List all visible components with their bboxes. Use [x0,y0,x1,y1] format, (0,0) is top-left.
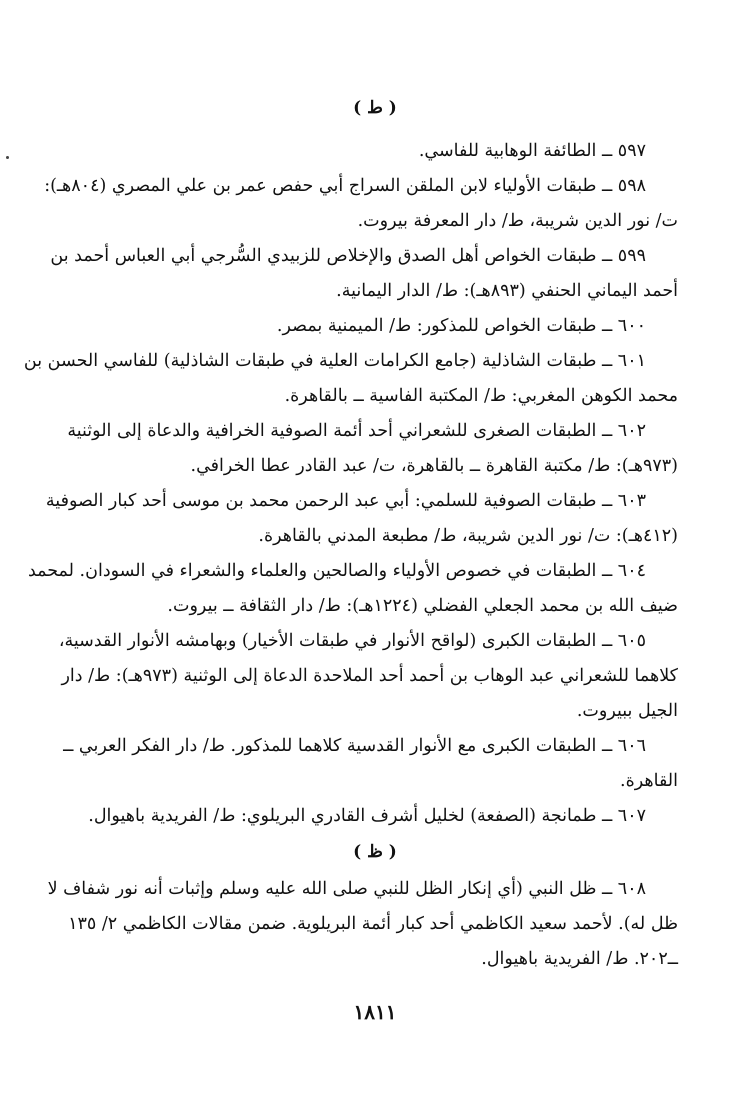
section-heading-ta: ( ط ) [353,98,397,118]
entry-602-line-1: ٦٠٢ ــ الطبقات الصغرى للشعراني أحد أئمة الصوفية الخرافية والدعاة إلى الوثنية [67,421,646,441]
entry-600: ٦٠٠ ــ طبقات الخواص للمذكور: ط/ الميمنية بمصر. [276,316,646,336]
entry-608-line-1: ٦٠٨ ــ ظل النبي (أي إنكار الظل للنبي صلى الله عليه وسلم وإثبات أنه نور شفاف لا [47,879,646,899]
entry-605-line-3: الجيل ببيروت. [576,701,678,721]
document-page [23,92,678,977]
entry-601-line-2: محمد الكوهن المغربي: ط/ المكتبة الفاسية ــ بالقاهرة. [284,386,678,406]
entry-604-line-1: ٦٠٤ ــ الطبقات في خصوص الأولياء والصالحين والعلماء والشعراء في السودان. لمحمد [27,561,646,581]
page-number: ١٨١١ [353,1000,397,1024]
entry-601-line-1: ٦٠١ ــ طبقات الشاذلية (جامع الكرامات العلية في طبقات الشاذلية) للفاسي الحسن بن [23,351,646,371]
entry-605-line-1: ٦٠٥ ــ الطبقات الكبرى (لواقح الأنوار في طبقات الأخيار) وبهامشه الأنوار القدسية، [58,631,646,651]
entry-597: ٥٩٧ ــ الطائفة الوهابية للفاسي. [418,141,646,161]
entry-603-line-1: ٦٠٣ ــ طبقات الصوفية للسلمي: أبي عبد الرحمن محمد بن موسى أحد كبار الصوفية [45,491,646,511]
entry-608-line-3: ــ٢٠٢. ط/ الفريدية باهيوال. [481,949,678,969]
entry-599-line-2: أحمد اليماني الحنفي (٨٩٣هـ): ط/ الدار اليمانية. [336,281,678,301]
entry-603-line-2: (٤١٢هـ): ت/ نور الدين شريبة، ط/ مطبعة المدني بالقاهرة. [258,526,678,546]
margin-dot [6,156,9,159]
entry-608-line-2: ظل له). لأحمد سعيد الكاظمي أحد كبار أئمة البريلوية. ضمن مقالات الكاظمي ٢/ ١٣٥ [68,914,678,934]
entry-599-line-1: ٥٩٩ ــ طبقات الخواص أهل الصدق والإخلاص للزبيدي السُّرجي أبي العباس أحمد بن [50,246,646,266]
entry-605-line-2: كلاهما للشعراني عبد الوهاب بن أحمد أحد الملاحدة الدعاة إلى الوثنية (٩٧٣هـ): ط/ دار [61,666,678,686]
entry-606-line-2: القاهرة. [620,771,678,791]
entry-604-line-2: ضيف الله بن محمد الجعلي الفضلي (١٢٢٤هـ): ط/ دار الثقافة ــ بيروت. [167,596,678,616]
entry-598-line-1: ٥٩٨ ــ طبقات الأولياء لابن الملقن السراج أبي حفص عمر بن علي المصري (٨٠٤هـ): [44,176,646,196]
entry-606-line-1: ٦٠٦ ــ الطبقات الكبرى مع الأنوار القدسية كلاهما للمذكور. ط/ دار الفكر العربي ــ [63,736,646,756]
entry-607: ٦٠٧ ــ طمانجة (الصفعة) لخليل أشرف القادري البريلوي: ط/ الفريدية باهيوال. [88,806,646,826]
entry-598-line-2: ت/ نور الدين شريبة، ط/ دار المعرفة بيروت. [357,211,678,231]
entry-602-line-2: (٩٧٣هـ): ط/ مكتبة القاهرة ــ بالقاهرة، ت/ عبد القادر عطا الخرافي. [190,456,678,476]
section-heading-za: ( ظ ) [353,842,397,862]
